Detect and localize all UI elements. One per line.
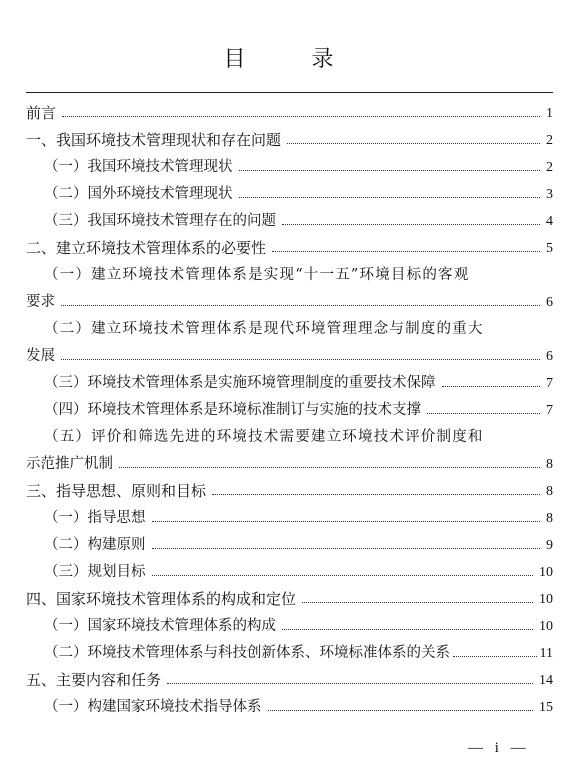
toc-entry-text: 五、主要内容和任务: [26, 671, 162, 689]
toc-entry[interactable]: [26, 127, 553, 154]
dot-leader: [152, 539, 541, 549]
toc-entry-text: 一、我国环境技术管理现状和存在问题: [26, 131, 282, 149]
toc-entry[interactable]: [26, 154, 553, 181]
toc-entry[interactable]: [26, 478, 553, 505]
dot-leader: [442, 377, 541, 387]
page-number-footer: — i —: [468, 740, 530, 756]
toc-entry-text: （一）构建国家环境技术指导体系: [44, 699, 262, 715]
toc-entry-text: （三）我国环境技术管理存在的问题: [44, 213, 276, 229]
dot-leader: [239, 161, 541, 171]
toc-entry-page: 2: [546, 133, 553, 148]
toc-entry-page: 9: [546, 538, 553, 553]
toc-entry-text: 二、建立环境技术管理体系的必要性: [26, 239, 267, 257]
toc-entry-text: （二）构建原则: [44, 537, 146, 553]
dot-leader: [62, 107, 540, 117]
toc-entry-page: 1: [546, 106, 553, 121]
toc-entry-page: 8: [546, 484, 553, 499]
toc-entry-continuation[interactable]: [26, 289, 553, 316]
dot-leader: [239, 188, 541, 198]
dot-leader: [287, 134, 540, 144]
toc-entry-page: 7: [546, 376, 553, 391]
dot-leader: [268, 701, 534, 711]
toc-entry-text: 前言: [26, 104, 57, 122]
toc-entry-text: （二）国外环境技术管理现状: [44, 186, 233, 202]
toc-entry[interactable]: [26, 586, 553, 613]
page-title: 目 录: [223, 47, 356, 72]
toc-entry[interactable]: [26, 424, 553, 451]
toc-entry-page: 6: [546, 349, 553, 364]
toc-entry-page: 8: [546, 457, 553, 472]
toc-entry-text-cont: 要求: [26, 294, 55, 310]
toc-entry-text: （一）建立环境技术管理体系是实现“十一五”环境目标的客观: [44, 267, 470, 283]
dot-leader: [453, 647, 537, 657]
dot-leader: [167, 674, 533, 684]
toc-entry-continuation[interactable]: [26, 343, 553, 370]
toc-entry-page: 15: [539, 700, 553, 715]
toc-entry[interactable]: [26, 694, 553, 721]
toc-entry-page: 10: [539, 619, 553, 634]
toc-entry-page: 6: [546, 295, 553, 310]
toc-entry[interactable]: [26, 262, 553, 289]
top-rule: [26, 92, 553, 93]
toc-entry[interactable]: [26, 100, 553, 127]
toc-entry-text: （三）环境技术管理体系是实施环境管理制度的重要技术保障: [44, 375, 436, 391]
dot-leader: [302, 593, 533, 603]
dot-leader: [212, 485, 540, 495]
toc-entry-text: （二）环境技术管理体系与科技创新体系、环境标准体系的关系: [44, 645, 450, 661]
toc-entry-text: （一）指导思想: [44, 510, 146, 526]
toc-entry[interactable]: [26, 559, 553, 586]
dot-leader: [152, 566, 534, 576]
dot-leader: [119, 458, 540, 468]
toc-entry-text: 三、指导思想、原则和目标: [26, 482, 207, 500]
toc-entry-page: 14: [539, 673, 553, 688]
toc-entry-page: 3: [546, 187, 553, 202]
toc-entry[interactable]: [26, 505, 553, 532]
toc-entry-page: 11: [539, 646, 553, 661]
toc-entry[interactable]: [26, 316, 553, 343]
toc-entry-page: 2: [546, 160, 553, 175]
toc-entry-text: （五）评价和筛选先进的环境技术需要建立环境技术评价制度和: [44, 429, 484, 445]
toc-entry-text-cont: 示范推广机制: [26, 456, 113, 472]
toc-entry-page: 10: [539, 565, 553, 580]
dot-leader: [427, 404, 540, 414]
toc-entry-page: 5: [546, 241, 553, 256]
toc-entry[interactable]: [26, 235, 553, 262]
toc-entry[interactable]: [26, 532, 553, 559]
toc-entry-continuation[interactable]: [26, 451, 553, 478]
toc-entry-text-cont: 发展: [26, 348, 55, 364]
toc-entry[interactable]: [26, 397, 553, 424]
toc-entry[interactable]: [26, 208, 553, 235]
dot-leader: [282, 215, 540, 225]
toc-entry-page: 4: [546, 214, 553, 229]
toc-entry[interactable]: [26, 667, 553, 694]
toc-entry[interactable]: [26, 181, 553, 208]
toc-entry-text: （三）规划目标: [44, 564, 146, 580]
toc-entry-page: 7: [546, 403, 553, 418]
toc-entry[interactable]: [26, 370, 553, 397]
dot-leader: [152, 512, 541, 522]
toc-entry-page: 8: [546, 511, 553, 526]
toc-entry[interactable]: [26, 613, 553, 640]
dot-leader: [272, 242, 540, 252]
toc-entry-text: （一）国家环境技术管理体系的构成: [44, 618, 276, 634]
toc-entry-text: （四）环境技术管理体系是环境标准制订与实施的技术支撑: [44, 402, 421, 418]
table-of-contents: [26, 100, 553, 721]
toc-entry-page: 10: [539, 592, 553, 607]
toc-entry-text: （一）我国环境技术管理现状: [44, 159, 233, 175]
dot-leader: [61, 350, 540, 360]
toc-entry-text: 四、国家环境技术管理体系的构成和定位: [26, 590, 297, 608]
toc-entry-text: （二）建立环境技术管理体系是现代环境管理理念与制度的重大: [44, 321, 484, 337]
dot-leader: [282, 620, 533, 630]
dot-leader: [61, 296, 540, 306]
toc-entry[interactable]: [26, 640, 553, 667]
